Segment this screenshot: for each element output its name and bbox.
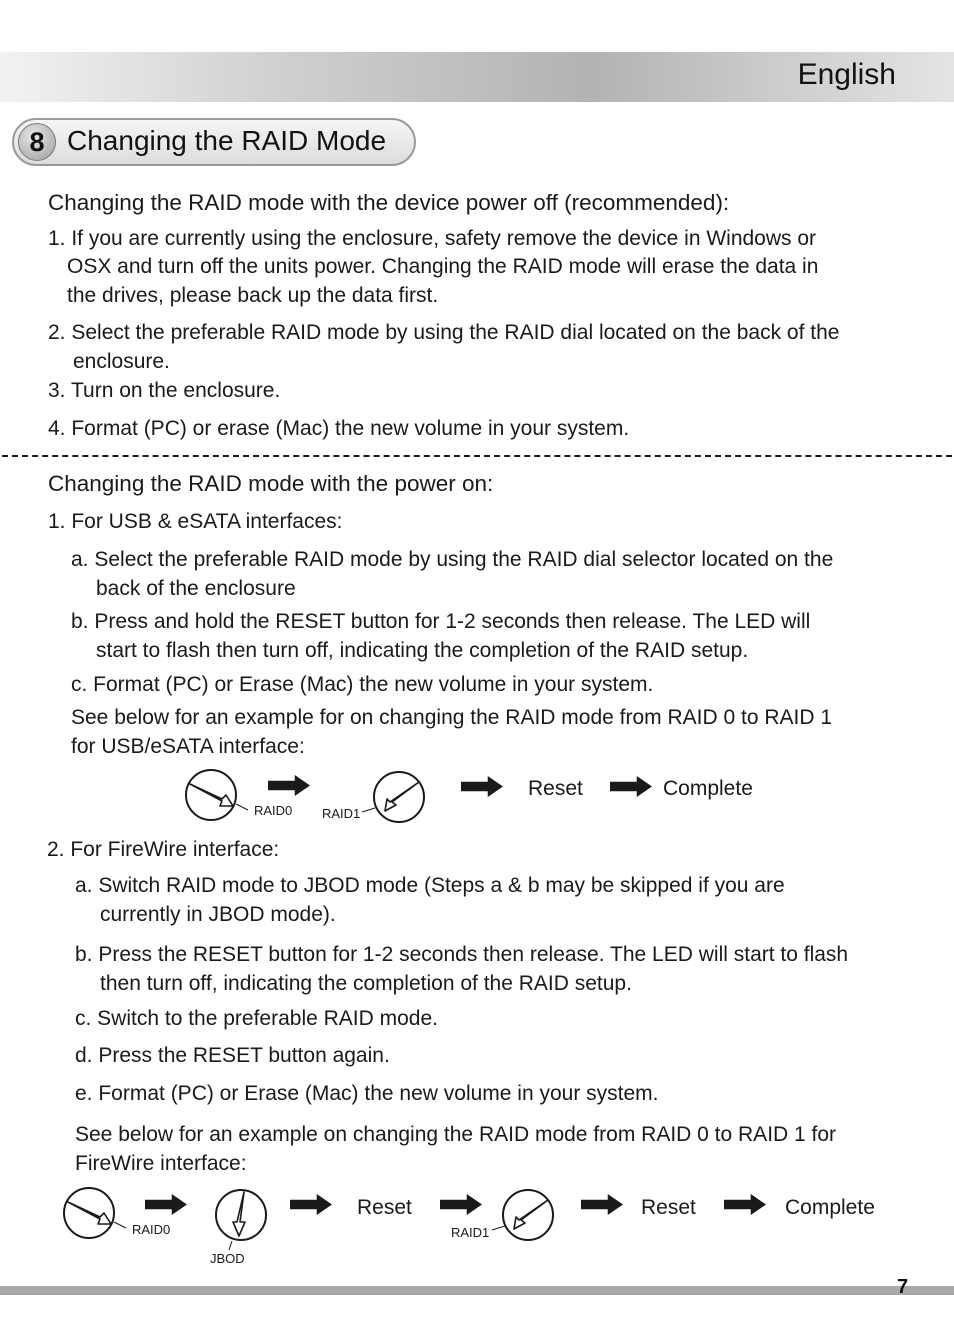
usb-dial1-label: RAID0 (254, 803, 293, 818)
section-number-badge: 8 (18, 123, 56, 161)
raid1-dial-icon (492, 1190, 553, 1240)
arrow-icon (610, 776, 652, 797)
power-off-step-line: 3. Turn on the enclosure. (48, 379, 281, 402)
firewire-step-line: d. Press the RESET button again. (75, 1044, 390, 1067)
usb-complete-label: Complete (663, 777, 753, 800)
power-off-step-line: 2. Select the preferable RAID mode by using the RAID dial located on the back of the (48, 321, 840, 344)
firewire-reset1-label: Reset (357, 1196, 412, 1219)
arrow-icon (724, 1194, 766, 1215)
power-on-heading: Changing the RAID mode with the power on: (48, 471, 494, 496)
firewire-dial1-label: RAID0 (132, 1222, 171, 1237)
arrow-icon (145, 1194, 187, 1215)
firewire-example-note: See below for an example on changing the RAID mode from RAID 0 to RAID 1 for (75, 1123, 837, 1146)
arrow-icon (440, 1194, 482, 1215)
usb-step-line: back of the enclosure (96, 577, 296, 600)
usb-reset-label: Reset (528, 777, 583, 800)
firewire-heading: 2. For FireWire interface: (47, 838, 280, 861)
footer-band (0, 1286, 954, 1295)
firewire-complete-label: Complete (785, 1196, 875, 1219)
firewire-step-line: currently in JBOD mode). (100, 903, 336, 926)
page-number: 7 (897, 1276, 909, 1298)
firewire-step-line: b. Press the RESET button for 1-2 seconds then release. The LED will start to flash (75, 943, 849, 966)
firewire-step-line: c. Switch to the preferable RAID mode. (75, 1007, 438, 1030)
usb-step-line: start to flash then turn off, indicating the completion of the RAID setup. (96, 639, 749, 662)
usb-dial2-label: RAID1 (322, 806, 361, 821)
arrow-icon (290, 1194, 332, 1215)
firewire-example-note: FireWire interface: (75, 1152, 247, 1175)
usb-example-note: See below for an example for on changing the RAID mode from RAID 0 to RAID 1 (71, 706, 833, 729)
raid0-dial-icon (186, 770, 248, 820)
raid0-dial-icon (64, 1188, 126, 1238)
power-off-step-line: 1. If you are currently using the enclosure, safety remove the device in Windows or (48, 227, 817, 250)
firewire-dial2-label: JBOD (210, 1251, 245, 1266)
firewire-step-line: e. Format (PC) or Erase (Mac) the new volume in your system. (75, 1082, 659, 1105)
arrow-icon (461, 776, 503, 797)
firewire-step-line: then turn off, indicating the completion of the RAID setup. (100, 972, 632, 995)
firewire-reset2-label: Reset (641, 1196, 696, 1219)
arrow-icon (268, 775, 310, 796)
usb-step-line: a. Select the preferable RAID mode by using the RAID dial selector located on the (71, 548, 834, 571)
power-off-heading: Changing the RAID mode with the device power off (recommended): (48, 190, 730, 215)
usb-example-note: for USB/eSATA interface: (71, 735, 305, 758)
jbod-dial-icon (216, 1190, 266, 1250)
power-off-step-line: OSX and turn off the units power. Changing the RAID mode will erase the data in (67, 255, 819, 278)
raid1-dial-icon (362, 772, 424, 822)
power-off-step-line: enclosure. (73, 350, 170, 373)
power-off-step-line: 4. Format (PC) or erase (Mac) the new volume in your system. (48, 417, 630, 440)
firewire-dial3-label: RAID1 (451, 1225, 490, 1240)
usb-diagram (186, 770, 753, 822)
arrow-icon (581, 1194, 623, 1215)
language-label: English (797, 58, 896, 91)
usb-esata-heading: 1. For USB & eSATA interfaces: (48, 510, 343, 533)
usb-step-line: c. Format (PC) or Erase (Mac) the new volume in your system. (71, 673, 654, 696)
firewire-diagram (64, 1188, 875, 1266)
power-off-step-line: the drives, please back up the data first. (67, 284, 439, 307)
section-title: Changing the RAID Mode (67, 125, 387, 156)
usb-step-line: b. Press and hold the RESET button for 1-2 seconds then release. The LED will (71, 610, 811, 633)
firewire-step-line: a. Switch RAID mode to JBOD mode (Steps a & b may be skipped if you are (75, 874, 785, 897)
